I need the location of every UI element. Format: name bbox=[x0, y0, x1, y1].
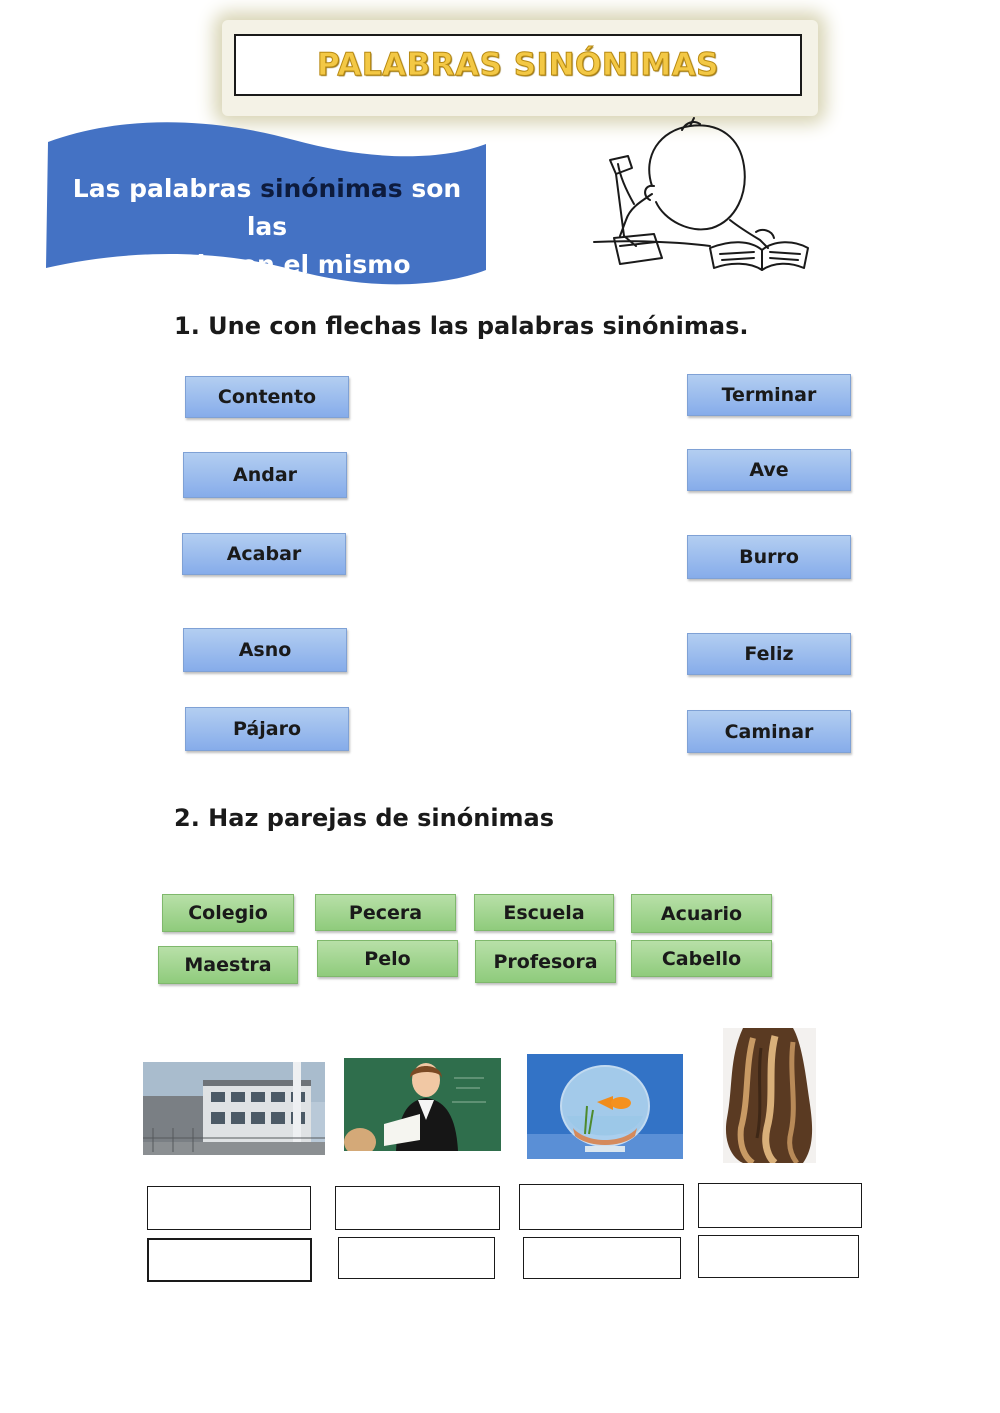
school-building-photo bbox=[143, 1062, 325, 1155]
answer-box[interactable] bbox=[523, 1237, 681, 1279]
word-tile[interactable] bbox=[158, 946, 298, 984]
teacher-photo bbox=[344, 1058, 501, 1151]
left-word-box[interactable] bbox=[182, 533, 346, 575]
right-word-box[interactable] bbox=[687, 710, 851, 753]
answer-box[interactable] bbox=[519, 1184, 684, 1230]
left-word-label: Pájaro bbox=[233, 718, 301, 740]
definition-line2: que tienen el mismo significado bbox=[123, 250, 411, 317]
right-word-label: Feliz bbox=[744, 643, 794, 665]
exercise2-heading: 2. Haz parejas de sinónimas bbox=[174, 804, 555, 832]
right-word-label: Terminar bbox=[721, 384, 817, 406]
left-word-label: Contento bbox=[217, 386, 317, 408]
word-tile-label: Acuario bbox=[660, 902, 743, 925]
studying-boy-illustration bbox=[590, 116, 812, 280]
word-tile-label: Escuela bbox=[503, 901, 585, 924]
answer-box[interactable] bbox=[147, 1186, 311, 1230]
word-tile[interactable] bbox=[631, 894, 772, 933]
word-tile-label: Profesora bbox=[493, 950, 598, 973]
right-word-label: Caminar bbox=[724, 720, 814, 743]
answer-box[interactable] bbox=[147, 1238, 312, 1282]
answer-box[interactable] bbox=[338, 1237, 495, 1279]
word-tile[interactable] bbox=[315, 894, 456, 931]
word-tile[interactable] bbox=[474, 894, 614, 931]
right-word-box[interactable] bbox=[687, 633, 851, 675]
left-word-box[interactable] bbox=[185, 376, 349, 418]
left-word-label: Andar bbox=[232, 464, 298, 486]
word-tile-label: Pecera bbox=[348, 901, 423, 924]
right-word-box[interactable] bbox=[687, 535, 851, 579]
left-word-label: Asno bbox=[238, 639, 292, 661]
page-title: PALABRAS SINÓNIMAS bbox=[316, 47, 720, 83]
answer-box[interactable] bbox=[335, 1186, 500, 1230]
hair-photo bbox=[723, 1028, 816, 1163]
left-word-box[interactable] bbox=[185, 707, 349, 751]
right-word-box[interactable] bbox=[687, 374, 851, 416]
right-word-label: Burro bbox=[739, 546, 799, 568]
definition-line1-end: son las bbox=[246, 174, 462, 241]
word-tile-label: Cabello bbox=[661, 947, 742, 970]
word-tile-label: Maestra bbox=[184, 954, 272, 976]
fishbowl-photo bbox=[527, 1054, 683, 1159]
right-word-box[interactable] bbox=[687, 449, 851, 491]
word-tile[interactable] bbox=[317, 940, 458, 977]
word-tile-label: Pelo bbox=[364, 947, 411, 970]
left-word-box[interactable] bbox=[183, 452, 347, 498]
definition-text bbox=[58, 170, 476, 322]
left-word-box[interactable] bbox=[183, 628, 347, 672]
left-word-label: Acabar bbox=[226, 543, 302, 565]
exercise1-heading: 1. Une con flechas las palabras sinónimas. bbox=[174, 312, 749, 340]
answer-box[interactable] bbox=[698, 1235, 859, 1278]
title-box bbox=[234, 34, 802, 96]
right-word-label: Ave bbox=[749, 459, 789, 481]
word-tile[interactable] bbox=[475, 940, 616, 983]
word-tile-label: Colegio bbox=[188, 902, 268, 924]
definition-highlight: sinónimas bbox=[260, 174, 403, 203]
word-tile[interactable] bbox=[162, 894, 294, 932]
definition-line1-start: Las palabras bbox=[72, 174, 261, 203]
word-tile[interactable] bbox=[631, 940, 772, 977]
answer-box[interactable] bbox=[698, 1183, 862, 1228]
